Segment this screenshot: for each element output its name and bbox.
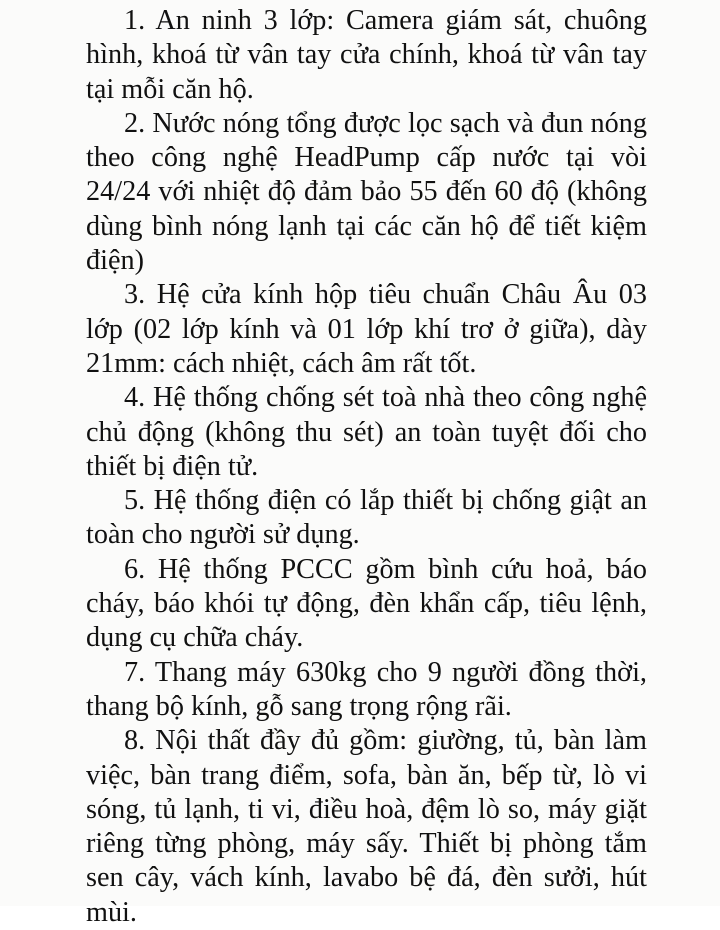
list-item-fire-safety: 6. Hệ thống PCCC gồm bình cứu hoả, báo cháy, báo khói tự động, đèn khẩn cấp, tiêu lệnh, dụng cụ chữa cháy. [86,553,647,654]
list-item-security: 1. An ninh 3 lớp: Camera giám sát, chuông hình, khoá từ vân tay cửa chính, khoá từ vân tay tại mỗi căn hộ. [86,5,647,105]
list-item-glass-doors: 3. Hệ cửa kính hộp tiêu chuẩn Châu Âu 03 lớp (02 lớp kính và 01 lớp khí trơ ở giữa), dày 21mm: cách nhiệt, cách âm rất tốt. [86,279,647,379]
amenities-list [86,4,647,930]
list-item-lightning-protection: 4. Hệ thống chống sét toà nhà theo công nghệ chủ động (không thu sét) an toàn tuyệt đối cho thiết bị điện tử. [86,382,647,482]
list-item-electrical-system: 5. Hệ thống điện có lắp thiết bị chống giật an toàn cho người sử dụng. [86,485,647,551]
list-item-hot-water: 2. Nước nóng tổng được lọc sạch và đun nóng theo công nghệ HeadPump cấp nước tại vòi 24/24 với nhiệt độ đảm bảo 55 đến 60 độ (không dùng bình nóng lạnh tại các căn hộ để tiết kiệm điện) [86,107,647,277]
list-item-furniture: 8. Nội thất đầy đủ gồm: giường, tủ, bàn làm việc, bàn trang điểm, sofa, bàn ăn, bếp từ, lò vi sóng, tủ lạnh, ti vi, điều hoà, đệm lò so, máy giặt riêng từng phòng, máy sấy. Thiết bị phòng tắm sen cây, vách kính, lavabo bệ đá, đèn sưởi, hút mùi. [86,725,647,928]
list-item-elevator: 7. Thang máy 630kg cho 9 người đồng thời, thang bộ kính, gỗ sang trọng rộng rãi. [86,656,647,722]
